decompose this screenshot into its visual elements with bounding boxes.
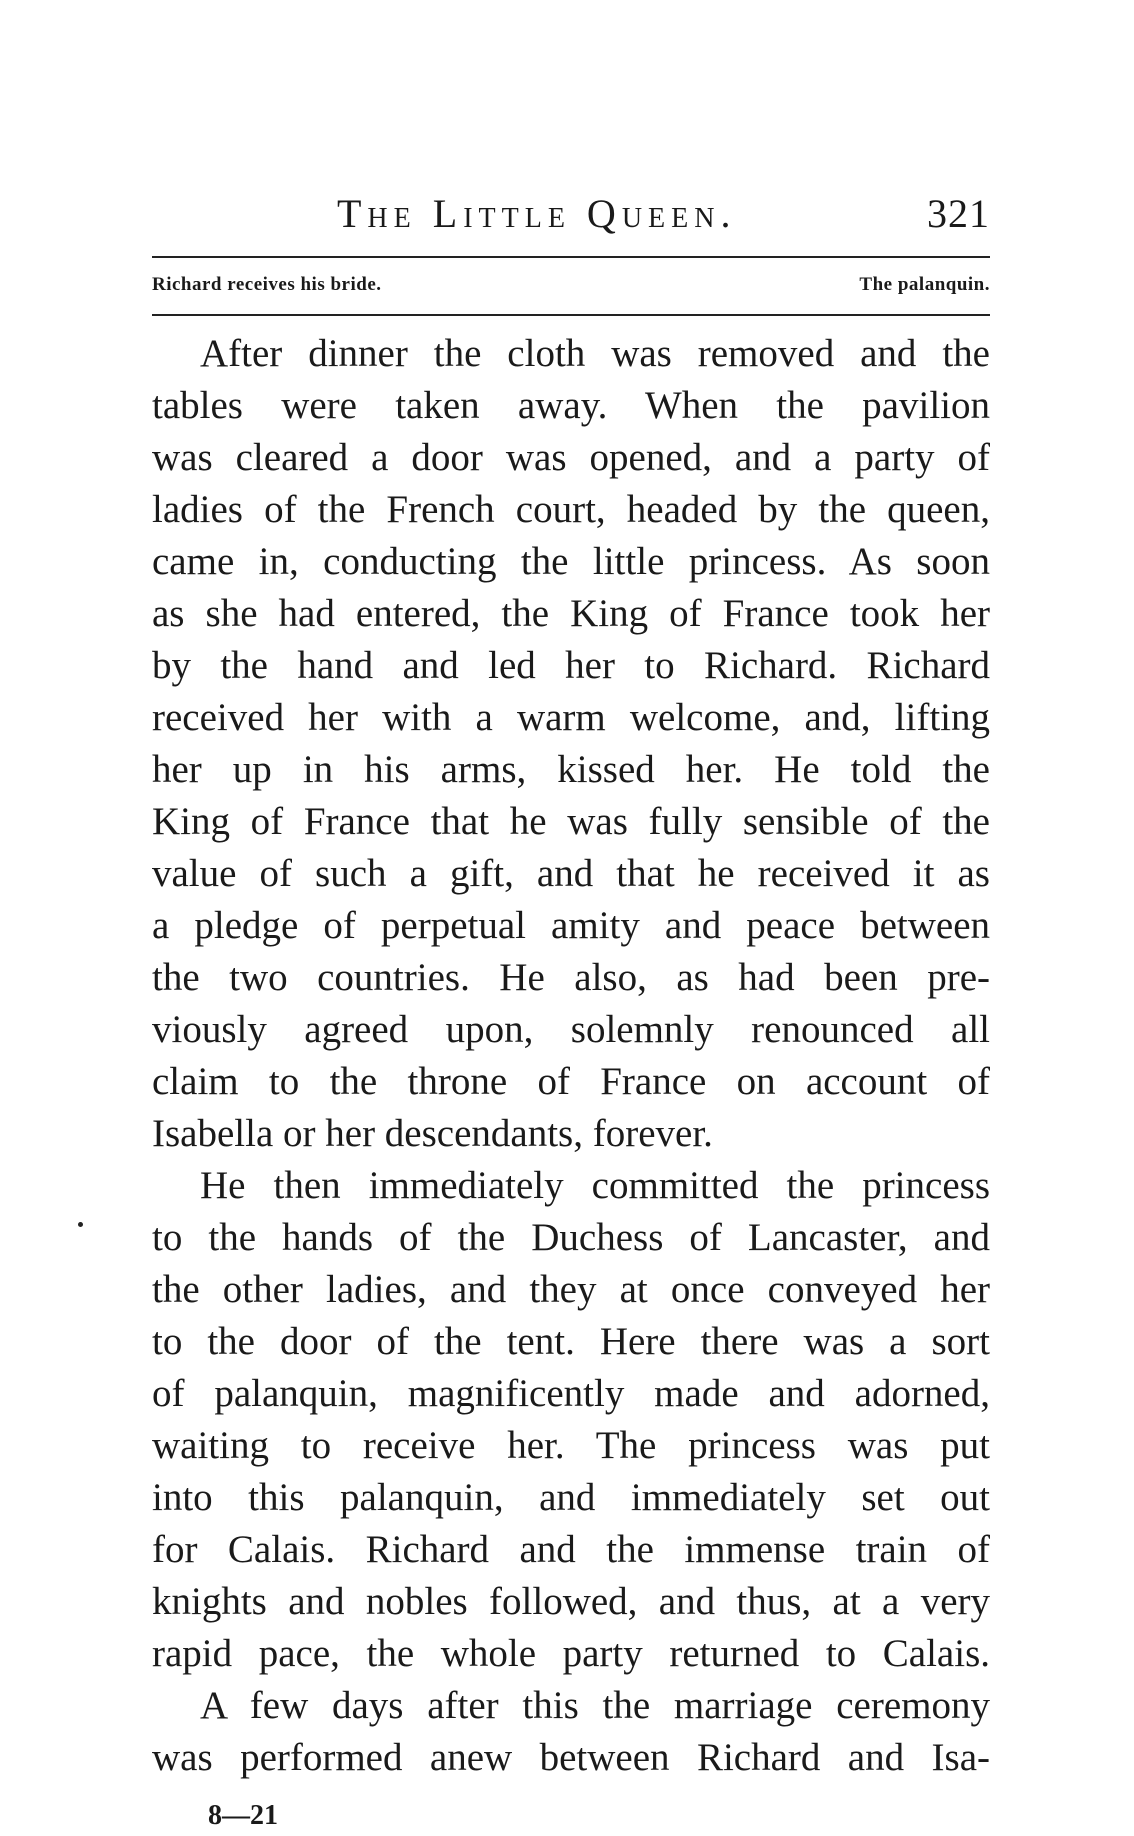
body-text: [152, 328, 990, 1784]
text-line: was cleared a door was opened, and a party of: [152, 436, 990, 479]
text-line: to the hands of the Duchess of Lancaster, and: [152, 1216, 990, 1259]
text-line: viously agreed upon, solemnly renounced all: [152, 1008, 990, 1051]
text-line: the two countries. He also, as had been pre-: [152, 956, 990, 999]
text-line: by the hand and led her to Richard. Richard: [152, 644, 990, 687]
text-line: as she had entered, the King of France took her: [152, 592, 990, 635]
text-line: Isabella or her descendants, forever.: [152, 1112, 713, 1155]
paragraph-1: [152, 328, 990, 1160]
page-number: 321: [927, 191, 990, 236]
paragraph-3: [152, 1680, 990, 1784]
header-rule-bottom: [152, 314, 990, 316]
text-line: After dinner the cloth was removed and the: [200, 332, 990, 375]
text-line: rapid pace, the whole party returned to Calais.: [152, 1632, 990, 1675]
sidenotes: [152, 274, 990, 302]
text-line: her up in his arms, kissed her. He told the: [152, 748, 990, 791]
margin-dot: [78, 1222, 83, 1227]
running-head: [152, 190, 990, 246]
text-line: was performed anew between Richard and Isa-: [152, 1736, 990, 1779]
header-rule-top: [152, 256, 990, 258]
text-line: to the door of the tent. Here there was a sort: [152, 1320, 990, 1363]
text-line: for Calais. Richard and the immense train of: [152, 1528, 990, 1571]
paragraph-2: [152, 1160, 990, 1680]
text-line: tables were taken away. When the pavilion: [152, 384, 990, 427]
text-line: A few days after this the marriage ceremony: [200, 1684, 990, 1727]
text-line: claim to the throne of France on account of: [152, 1060, 990, 1103]
running-title: The Little Queen.: [337, 191, 737, 236]
text-line: ladies of the French court, headed by the queen,: [152, 488, 990, 531]
text-line: received her with a warm welcome, and, lifting: [152, 696, 990, 739]
text-line: waiting to receive her. The princess was put: [152, 1424, 990, 1467]
signature-mark: 8—21: [208, 1800, 278, 1831]
text-line: He then immediately committed the princess: [200, 1164, 990, 1207]
text-line: King of France that he was fully sensible of the: [152, 800, 990, 843]
text-line: into this palanquin, and immediately set out: [152, 1476, 990, 1519]
text-line: of palanquin, magnificently made and adorned,: [152, 1372, 990, 1415]
text-line: the other ladies, and they at once conveyed her: [152, 1268, 990, 1311]
text-line: a pledge of perpetual amity and peace between: [152, 904, 990, 947]
text-line: knights and nobles followed, and thus, at a very: [152, 1580, 990, 1623]
text-line: value of such a gift, and that he received it as: [152, 852, 990, 895]
sidenote-left: Richard receives his bride.: [152, 274, 382, 295]
sidenote-right: The palanquin.: [859, 274, 990, 295]
text-line: came in, conducting the little princess. As soon: [152, 540, 990, 583]
